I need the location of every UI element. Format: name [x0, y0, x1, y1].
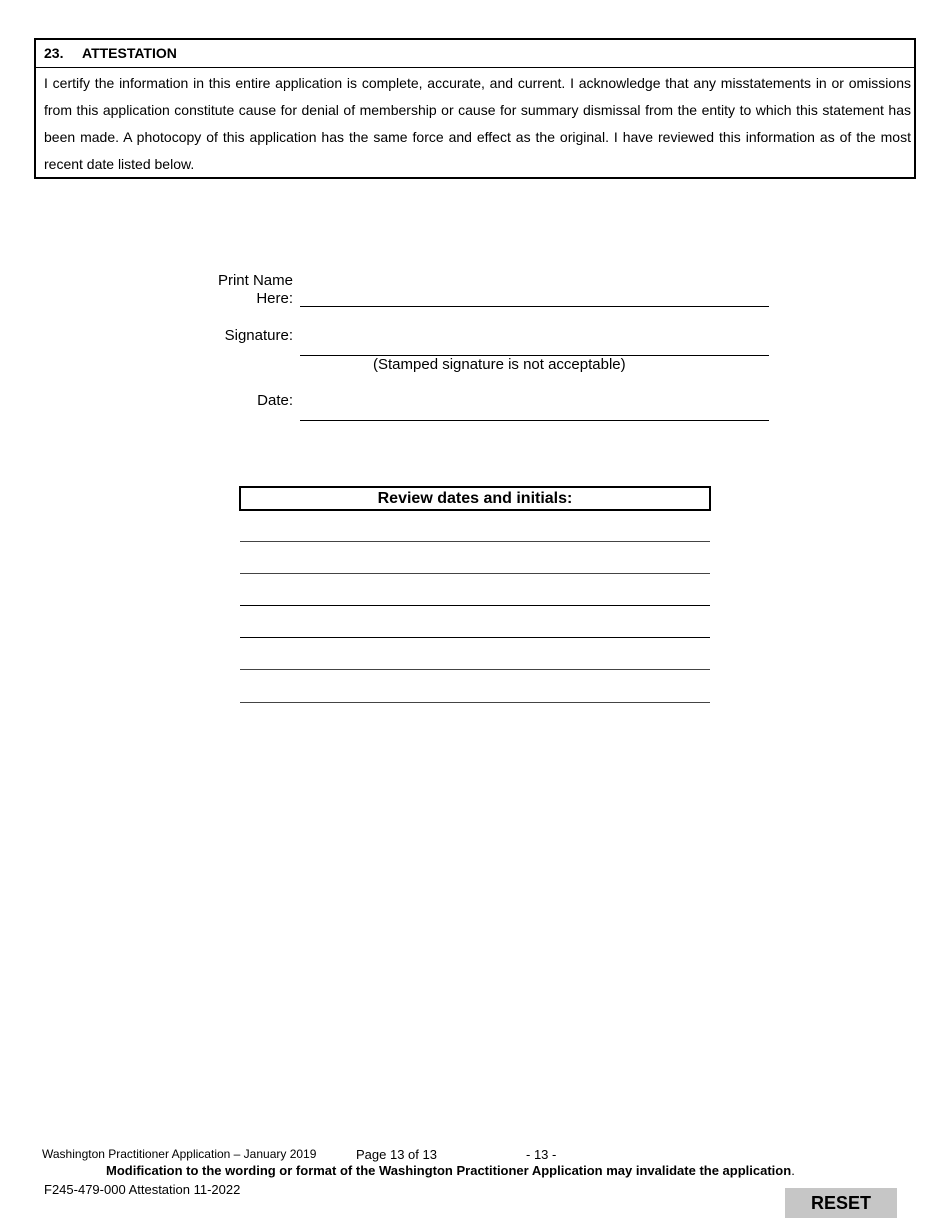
review-line-5[interactable]: [240, 669, 710, 670]
signature-label: Signature:: [224, 327, 293, 344]
footer-warning-text: Modification to the wording or format of the Washington Practitioner Application may invalidate the application: [106, 1163, 792, 1178]
print-name-label-line1: Print Name: [217, 272, 293, 289]
attestation-header: [36, 40, 914, 68]
date-field[interactable]: [300, 420, 769, 421]
section-number: 23.: [44, 45, 64, 61]
attestation-text: I certify the information in this entire application is complete, accurate, and current. I acknowledge that any misstatements in or omissions from this application constitute cause for denial of membership or cause for summary dismissal from the entity to which this statement has been made. A photocopy of this application has the same force and effect as the original. I have reviewed this information as of the most recent date listed below.: [44, 75, 911, 172]
review-line-1[interactable]: [240, 541, 710, 542]
review-dates-header: Review dates and initials:: [239, 486, 711, 511]
footer-warning-period: .: [791, 1163, 795, 1178]
footer-form-id: F245-479-000 Attestation 11-2022: [44, 1182, 241, 1197]
attestation-section: [34, 38, 916, 179]
footer-app-name: Washington Practitioner Application – January 2019: [42, 1147, 317, 1161]
footer-page-label: Page 13 of 13: [356, 1147, 437, 1162]
review-line-2[interactable]: [240, 573, 710, 574]
footer-page-number: - 13 -: [526, 1147, 557, 1162]
print-name-label-line2: Here:: [256, 290, 293, 307]
signature-note: (Stamped signature is not acceptable): [373, 356, 626, 373]
section-title: ATTESTATION: [82, 45, 177, 61]
review-line-4[interactable]: [240, 637, 710, 638]
print-name-field[interactable]: [300, 306, 769, 307]
footer-warning: [106, 1163, 795, 1178]
reset-button[interactable]: RESET: [785, 1188, 897, 1218]
review-line-6[interactable]: [240, 702, 710, 703]
review-line-3[interactable]: [240, 605, 710, 606]
date-label: Date:: [257, 392, 293, 409]
